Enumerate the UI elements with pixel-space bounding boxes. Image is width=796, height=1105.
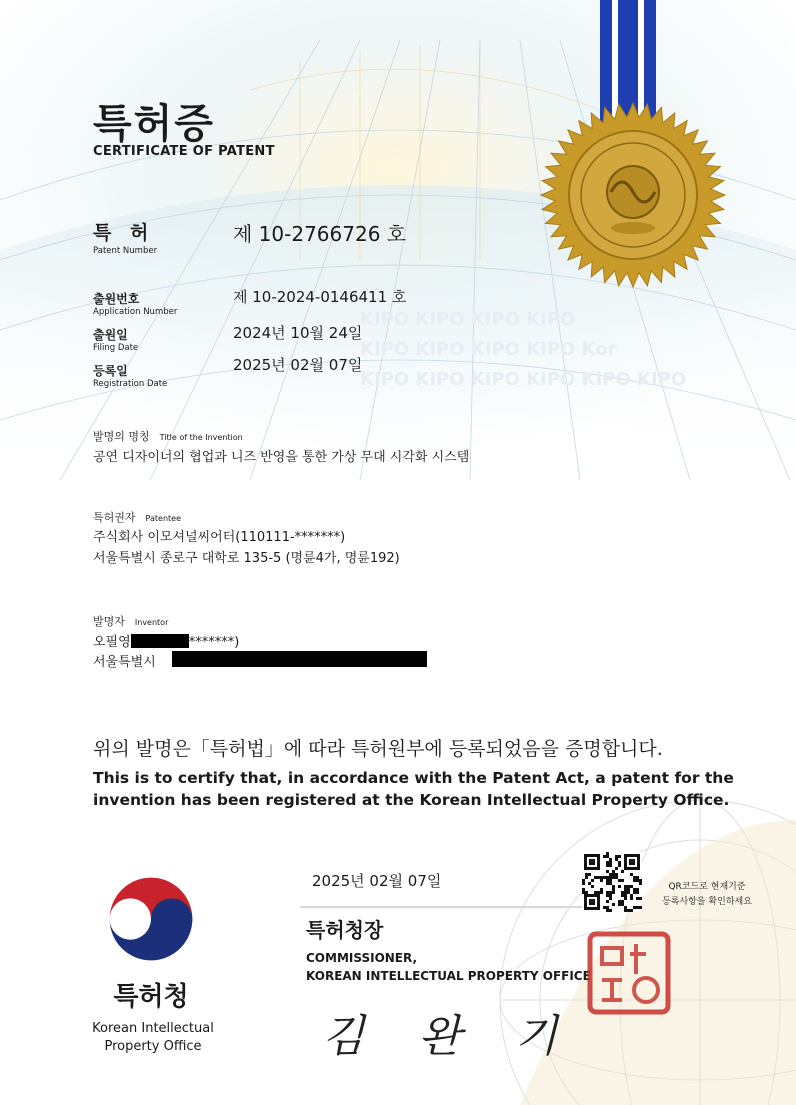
patentee-address: 서울특별시 종로구 대학로 135-5 (명륜4가, 명륜192) — [93, 551, 400, 566]
patent-number-block — [93, 218, 157, 256]
watermark-row: KIPO KIPO KIPO KIPO KIPO KIPO — [360, 369, 687, 390]
invention-title: 공연 디자이너의 협업과 니즈 반영을 통한 가상 무대 시각화 시스템 — [93, 450, 470, 465]
patent-number-label-en: Patent Number — [93, 246, 158, 256]
registration-date-block — [93, 362, 167, 389]
invention-label — [93, 428, 243, 444]
inventor-label-ko: 발명자 — [93, 615, 125, 628]
patentee-label — [93, 509, 181, 525]
application-number-value: 제 10-2024-0146411 호 — [233, 288, 407, 306]
invention-label-en: Title of the Invention — [159, 433, 243, 442]
registration-date-label-en: Registration Date — [93, 379, 168, 389]
commissioner-title-en-line1: COMMISSIONER, — [306, 951, 418, 965]
qr-code-icon[interactable] — [582, 852, 642, 912]
issue-date: 2025년 02월 07일 — [312, 872, 442, 890]
inventor-address — [93, 651, 156, 670]
certification-text-en-line2: invention has been registered at the Korean Intellectual Property Office. — [93, 791, 730, 809]
gold-seal-icon — [538, 100, 728, 290]
filing-date-value: 2024년 10월 24일 — [233, 324, 363, 342]
application-number-label-en: Application Number — [93, 307, 178, 317]
patentee-name: 주식회사 이모셔널씨어터(110111-*******) — [93, 530, 346, 545]
filing-date-block — [93, 326, 138, 353]
office-name-ko: 특허청 — [113, 982, 189, 1012]
watermark-row: KIPO KIPO KIPO KIPO — [360, 309, 576, 330]
inventor-address-prefix: 서울특별시 — [93, 655, 156, 670]
watermark-row: KIPO KIPO KIPO KIPO Kor — [360, 339, 617, 360]
inventor-label — [93, 613, 168, 629]
inventor-name-suffix: *******) — [188, 635, 240, 650]
office-name-en-line1: Korean Intellectual — [92, 1021, 214, 1036]
qr-instruction-line2: 등록사항을 확인하세요 — [662, 897, 752, 907]
commissioner-title-en-line2: KOREAN INTELLECTUAL PROPERTY OFFICE — [306, 969, 591, 983]
commissioner-title-ko: 특허청장 — [306, 918, 384, 942]
application-number-label: 출원번호 — [93, 292, 140, 306]
inventor-name — [93, 631, 239, 650]
redaction-block — [172, 651, 427, 667]
certificate-title: 특허증 — [93, 101, 215, 147]
qr-instruction — [652, 880, 762, 910]
patentee-label-en: Patentee — [145, 514, 181, 523]
inventor-label-en: Inventor — [134, 618, 169, 627]
certification-text-en-line1: This is to certify that, in accordance with the Patent Act, a patent for the — [93, 769, 734, 787]
registration-date-value: 2025년 02월 07일 — [233, 356, 363, 374]
application-number-block — [93, 290, 177, 317]
commissioner-signature: 김 완 기 — [322, 1011, 578, 1062]
office-name-en-line2: Property Office — [104, 1039, 202, 1054]
watermark — [360, 305, 686, 395]
redaction-block — [131, 634, 189, 648]
invention-label-ko: 발명의 명칭 — [93, 430, 150, 443]
divider — [300, 906, 610, 908]
certification-text-ko: 위의 발명은「특허법」에 따라 특허원부에 등록되었음을 증명합니다. — [93, 738, 663, 760]
patent-number-value: 제 10-2766726 호 — [233, 222, 407, 246]
qr-instruction-line1: QR코드로 현재기준 — [668, 882, 746, 892]
official-red-stamp-icon — [586, 930, 672, 1016]
patentee-label-ko: 특허권자 — [93, 511, 136, 524]
filing-date-label-en: Filing Date — [93, 343, 139, 353]
office-name-en — [80, 1020, 226, 1056]
inventor-name-prefix: 오필영 — [93, 635, 131, 650]
registration-date-label: 등록일 — [93, 364, 128, 378]
kipo-taeguk-logo-icon — [104, 872, 198, 966]
filing-date-label: 출원일 — [93, 328, 128, 342]
patent-number-label: 특 허 — [93, 222, 155, 244]
certificate-subtitle: CERTIFICATE OF PATENT — [93, 144, 275, 159]
